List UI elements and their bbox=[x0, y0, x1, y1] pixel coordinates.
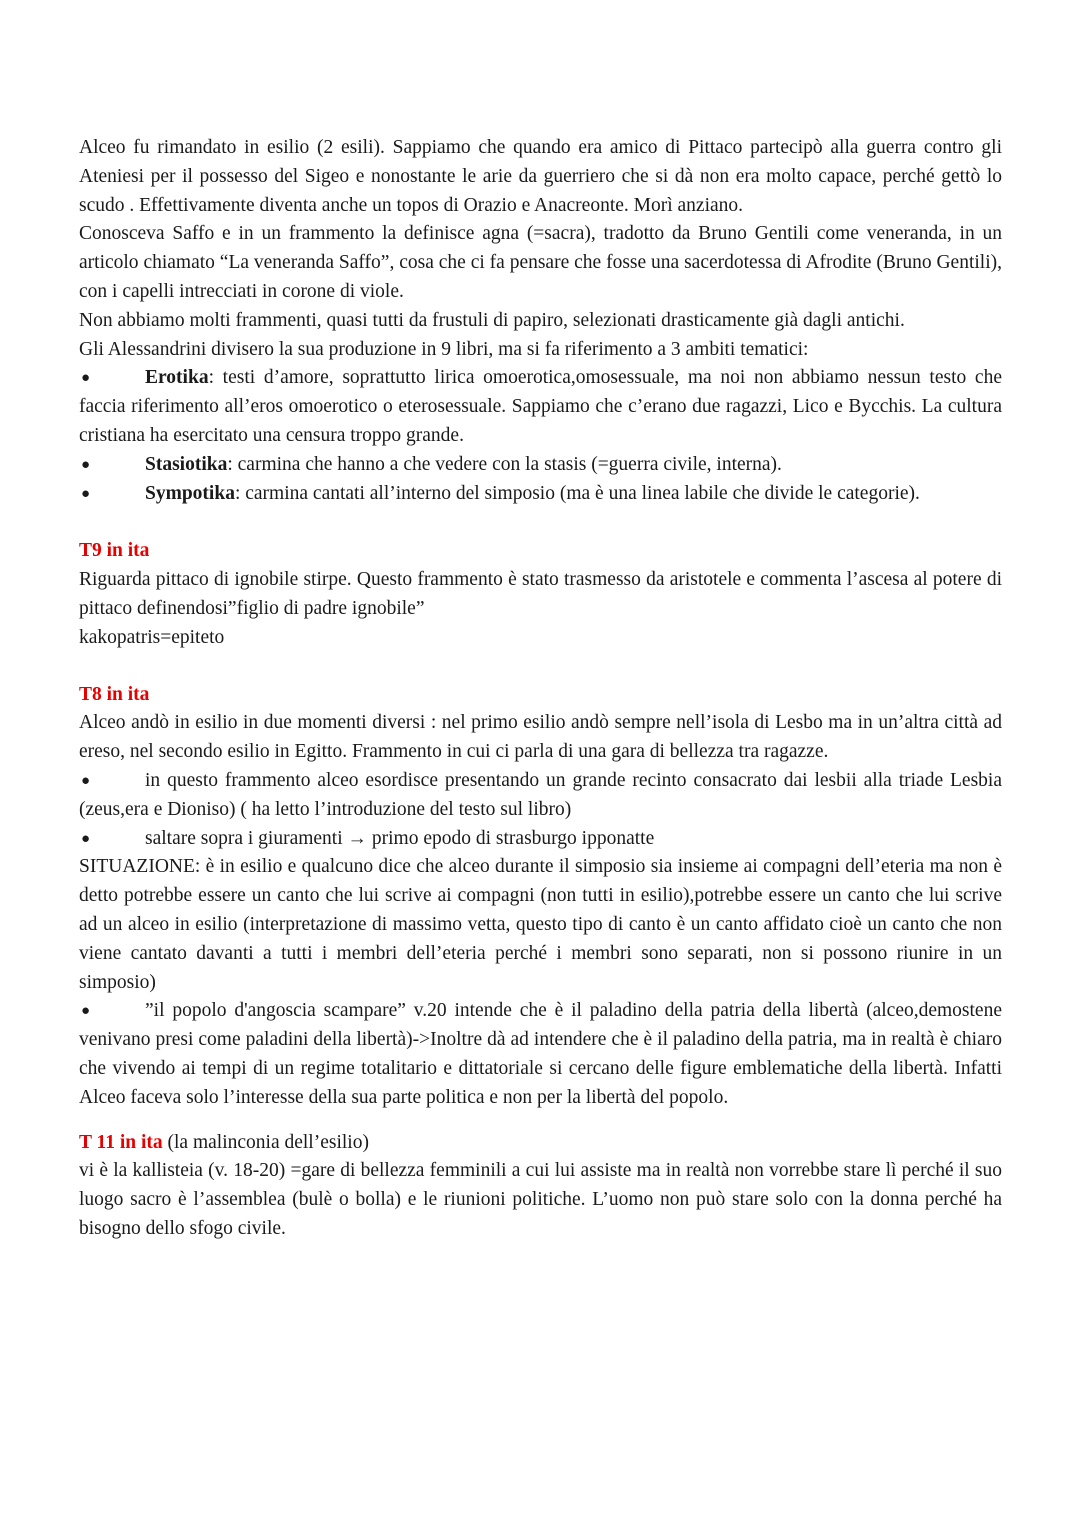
t9-heading: T9 in ita bbox=[79, 540, 150, 562]
t8-heading: T8 in ita bbox=[79, 683, 150, 705]
t11-subtitle: (la malinconia dell’esilio) bbox=[162, 1131, 369, 1153]
t8-paragraph-1: Alceo andò in esilio in due momenti diversi : nel primo esilio andò sempre nell’isola di Lesbo ma in un’altra città ad ereso, nel secondo esilio in Egitto. Frammento in cui ci parla di una gara di bellezza tra ragazze. bbox=[79, 712, 1002, 763]
bullet-icon: ● bbox=[81, 485, 91, 502]
term-stasiotika: Stasiotika bbox=[145, 453, 228, 475]
t11-heading: T 11 in ita bbox=[79, 1131, 163, 1153]
t8-bullet-1 bbox=[79, 767, 1002, 825]
t9-paragraph-1: Riguarda pittaco di ignobile stirpe. Questo frammento è stato trasmesso da aristotele e commenta l’ascesa al potere di pittaco definendosi”figlio di padre ignobile” bbox=[79, 569, 1002, 619]
t8-bullet-3 bbox=[79, 997, 1002, 1112]
bullet-text: : testi d’amore, soprattutto lirica omoerotica,omosessuale, ma noi non abbiamo nessun testo che faccia riferimento all’eros omoerotico o eterosessuale. Sappiamo che c’erano due ragazzi, Lico e Bycchis. La cultura cristiana ha esercitato una censura troppo grande. bbox=[79, 367, 1002, 446]
bullet-icon: ● bbox=[81, 772, 91, 789]
intro-paragraph-1: Alceo fu rimandato in esilio (2 esili). Sappiamo che quando era amico di Pittaco partecipò alla guerra contro gli Ateniesi per il possesso del Sigeo e nonostante le arie da guerriero che si dà non era molto capace, perché gettò lo scudo . Effettivamente diventa anche un topos di Orazio e Anacreonte. Morì anziano. bbox=[79, 137, 1002, 216]
intro-paragraph-2: Conosceva Saffo e in un frammento la definisce agna (=sacra), tradotto da Bruno Gentili come veneranda, in un articolo chiamato “La veneranda Saffo”, cosa che ci fa pensare che fosse una sacerdotessa di Afrodite (Bruno Gentili), con i capelli intrecciati in corone di viole. bbox=[79, 223, 1002, 302]
bullet-text: in questo frammento alceo esordisce presentando un grande recinto consacrato dai lesbii alla triade Lesbia (zeus,era e Dioniso) ( ha letto l’introduzione del testo sul libro) bbox=[79, 769, 1002, 820]
bullet-stasiotika bbox=[79, 451, 1002, 480]
document-page bbox=[79, 134, 1002, 1244]
bullet-icon: ● bbox=[81, 456, 91, 473]
bullet-icon: ● bbox=[81, 370, 91, 387]
t11-paragraph-1: vi è la kallisteia (v. 18-20) =gare di bellezza femminili a cui lui assiste ma in realtà non vorrebbe stare lì perché il suo luogo sacro è l’assemblea (bulè o bolla) e le riunioni politiche. L’uomo non può stare solo con la donna perché ha bisogno dello sfogo civile. bbox=[79, 1160, 1002, 1239]
bullet-icon: ● bbox=[81, 1003, 91, 1020]
bullet-text: : carmina che hanno a che vedere con la stasis (=guerra civile, interna). bbox=[227, 453, 782, 475]
term-erotika: Erotika bbox=[145, 367, 209, 389]
t11-heading-line bbox=[79, 1129, 1002, 1158]
t9-paragraph-2: kakopatris=epiteto bbox=[79, 626, 225, 648]
bullet-text: : carmina cantati all’interno del simposio (ma è una linea labile che divide le categorie). bbox=[234, 482, 920, 504]
term-sympotika: Sympotika bbox=[145, 482, 235, 504]
intro-paragraph-4: Gli Alessandrini divisero la sua produzione in 9 libri, ma si fa riferimento a 3 ambiti tematici: bbox=[79, 338, 809, 360]
bullet-sympotika bbox=[79, 480, 1002, 509]
intro-paragraph-3: Non abbiamo molti frammenti, quasi tutti da frustuli di papiro, selezionati drasticamente già dagli antichi. bbox=[79, 309, 905, 331]
t8-paragraph-2: SITUAZIONE: è in esilio e qualcuno dice che alceo durante il simposio sia insieme ai compagni dell’eteria ma non è detto potrebbe essere un canto che lui scrive ai compagni (non tutti in esilio),potrebbe essere un canto che lui scrive ad un alceo in esilio (interpretazione di massimo vetta, questo tipo di canto è un canto affidato cioè un canto che non viene cantato davanti a tutti i membri dell’eteria perché i membri sono separati, non si possono riunire in un simposio) bbox=[79, 856, 1002, 993]
bullet-text: saltare sopra i giuramenti → primo epodo di strasburgo ipponatte bbox=[145, 827, 655, 849]
bullet-text: ”il popolo d'angoscia scampare” v.20 intende che è il paladino della patria della libertà (alceo,demostene venivano presi come paladini della libertà)->Inoltre dà ad intendere che è il paladino della patria, ma in realtà è chiaro che vivendo ai tempi di un regime totalitario e dittatoriale si cercano delle figure emblematiche della libertà. Infatti Alceo faceva solo l’interesse della sua parte politica e non per la libertà del popolo. bbox=[79, 1000, 1002, 1108]
bullet-erotika bbox=[79, 364, 1002, 450]
t8-bullet-2 bbox=[79, 825, 1002, 854]
bullet-icon: ● bbox=[81, 830, 91, 847]
